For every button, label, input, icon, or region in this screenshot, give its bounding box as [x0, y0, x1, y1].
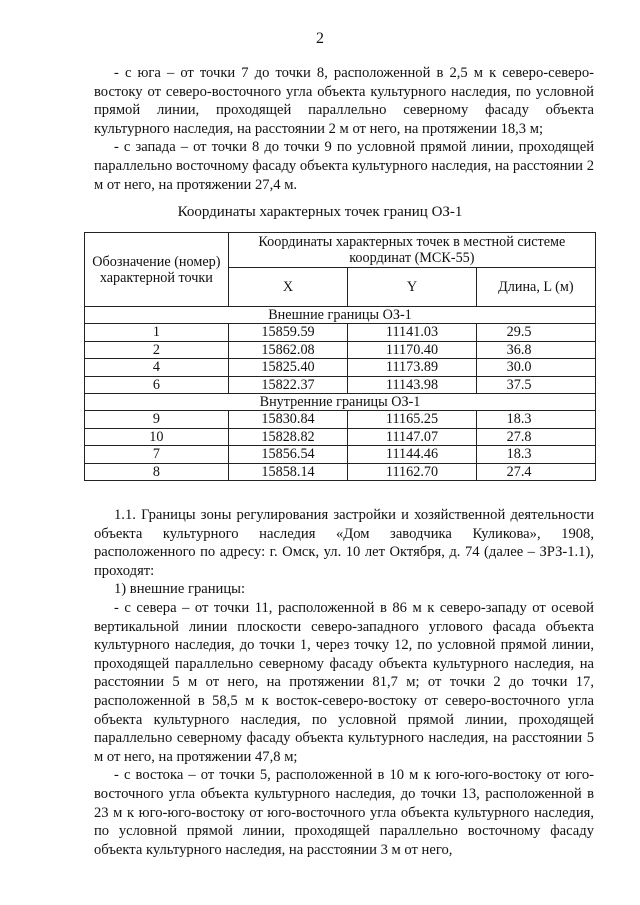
- cell-length: 29.5: [476, 324, 595, 342]
- cell-x: 15825.40: [228, 359, 348, 377]
- cell-y: 11162.70: [348, 463, 476, 481]
- cell-x: 15828.82: [228, 428, 348, 446]
- cell-length: 30.0: [476, 359, 595, 377]
- section-title: Внешние границы ОЗ-1: [85, 307, 596, 324]
- header-y: Y: [348, 268, 476, 307]
- cell-point: 1: [85, 324, 229, 342]
- coordinates-table: [84, 232, 596, 481]
- cell-point: 9: [85, 411, 229, 429]
- cell-point: 2: [85, 341, 229, 359]
- paragraph-south: - с юга – от точки 7 до точки 8, расположенной в 2,5 м к северо-северо-востоку от северо-восточного угла объекта культурного наследия, по условной прямой линии, проходящей параллельно северному фасаду объекта культурного наследия, на расстоянии 2 м от него, на протяжении 18,3 м;: [94, 65, 594, 137]
- header-designation: Обозначение (номер) характерной точки: [85, 233, 229, 307]
- cell-y: 11165.25: [348, 411, 476, 429]
- table-row: [85, 446, 596, 464]
- cell-y: 11147.07: [348, 428, 476, 446]
- header-x: X: [228, 268, 348, 307]
- section-row-outer: [85, 307, 596, 324]
- cell-x: 15830.84: [228, 411, 348, 429]
- cell-point: 8: [85, 463, 229, 481]
- paragraph-west: - с запада – от точки 8 до точки 9 по условной прямой линии, проходящей параллельно восточному фасаду объекта культурного наследия, на расстоянии 2 м от него, на протяжении 27,4 м.: [94, 139, 594, 193]
- cell-y: 11144.46: [348, 446, 476, 464]
- cell-point: 10: [85, 428, 229, 446]
- cell-length: 18.3: [476, 411, 595, 429]
- paragraph-zrz-intro: 1.1. Границы зоны регулирования застройки и хозяйственной деятельности объекта культурного наследия «Дом заводчика Куликова», 1908, расположенного по адресу: г. Омск, ул. 10 лет Октября, д. 74 (далее – ЗРЗ-1.1), проходят:: [94, 507, 594, 579]
- paragraph-east: - с востока – от точки 5, расположенной в 10 м к юго-юго-востоку от юго-восточного угла объекта культурного наследия, до точки 13, расположенной в 23 м к юго-юго-востоку от юго-восточного угла объекта культурного наследия, по условной прямой линии, проходящей параллельно восточному фасаду объекта культурного наследия, на расстоянии 3 м от него,: [94, 767, 594, 858]
- table-row: [85, 411, 596, 429]
- cell-point: 4: [85, 359, 229, 377]
- cell-point: 7: [85, 446, 229, 464]
- cell-point: 6: [85, 376, 229, 394]
- paragraph-outer-heading: 1) внешние границы:: [114, 581, 246, 598]
- table-row: [85, 341, 596, 359]
- paragraph-north: - с севера – от точки 11, расположенной в 86 м к северо-западу от осевой вертикальной линии плоскости северо-западного углового фасада объекта культурного наследия, до точки 1, через точку 12, по условной прямой линии, проходящей параллельно северному фасаду объекта культурного наследия, на расстоянии 5 м от него, на протяжении 81,7 м; от точки 2 до точки 17, расположенной в 58,5 м к восток-северо-востоку от северо-восточного угла объекта культурного наследия, по условной прямой линии, проходящей параллельно северному фасаду объекта культурного наследия, на расстоянии 5 м от него, на протяжении 47,8 м;: [94, 599, 594, 765]
- section-row-inner: [85, 394, 596, 411]
- top-text-block: [94, 64, 594, 194]
- cell-y: 11143.98: [348, 376, 476, 394]
- table-row: [85, 428, 596, 446]
- table-row: [85, 463, 596, 481]
- header-coords-group: Координаты характерных точек в местной системе координат (МСК-55): [228, 233, 595, 268]
- cell-y: 11141.03: [348, 324, 476, 342]
- cell-x: 15856.54: [228, 446, 348, 464]
- section-title: Внутренние границы ОЗ-1: [85, 394, 596, 411]
- bottom-text-block: [94, 506, 594, 859]
- page-number: 2: [316, 30, 324, 47]
- cell-length: 27.8: [476, 428, 595, 446]
- cell-x: 15858.14: [228, 463, 348, 481]
- cell-x: 15862.08: [228, 341, 348, 359]
- table-row: [85, 324, 596, 342]
- cell-y: 11173.89: [348, 359, 476, 377]
- cell-length: 37.5: [476, 376, 595, 394]
- cell-y: 11170.40: [348, 341, 476, 359]
- table-row: [85, 359, 596, 377]
- cell-length: 18.3: [476, 446, 595, 464]
- cell-length: 27.4: [476, 463, 595, 481]
- cell-length: 36.8: [476, 341, 595, 359]
- table-header-row: [85, 233, 596, 268]
- table-row: [85, 376, 596, 394]
- header-length: Длина, L (м): [476, 268, 595, 307]
- cell-x: 15822.37: [228, 376, 348, 394]
- cell-x: 15859.59: [228, 324, 348, 342]
- table-caption: Координаты характерных точек границ ОЗ-1: [177, 204, 463, 220]
